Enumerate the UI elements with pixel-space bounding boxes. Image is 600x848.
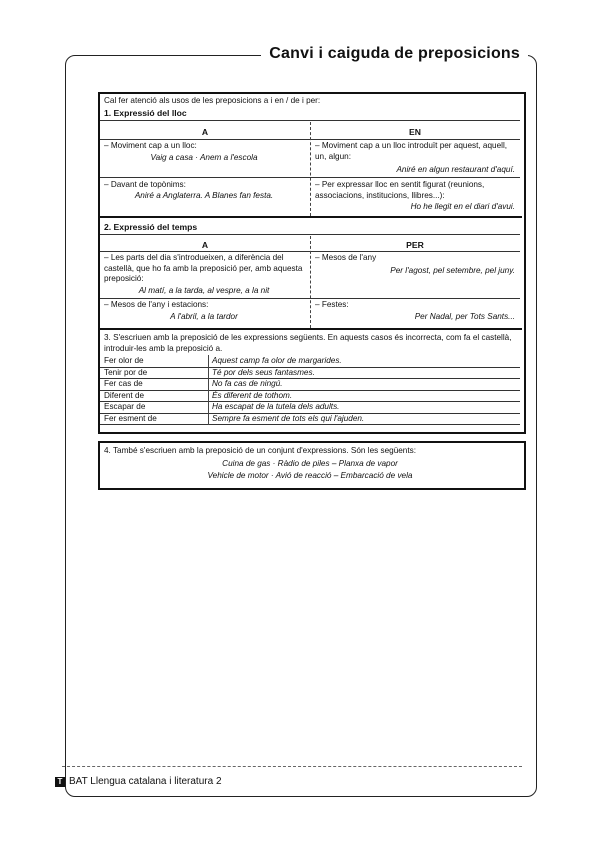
column-divider bbox=[208, 355, 209, 425]
s2-b2: – Festes: bbox=[315, 300, 349, 309]
s1-col-a-header: A bbox=[201, 127, 209, 137]
section-divider bbox=[98, 216, 522, 218]
footer bbox=[55, 776, 222, 787]
s1-b1: – Moviment cap a un lloc introduït per aquest, aquell, un, algun: bbox=[315, 141, 508, 161]
intro-text: Cal fer atenció als usos de les preposicions a i en / de i per: bbox=[104, 96, 321, 105]
s2-col-a-header: A bbox=[201, 240, 209, 250]
section1-heading: 1. Expressió del lloc bbox=[104, 108, 187, 118]
section2-heading: 2. Expressió del temps bbox=[104, 222, 198, 232]
s1-a1-example: Vaig a casa · Anem a l'escola bbox=[150, 153, 258, 162]
section3-heading: 3. S'escriuen amb la preposició de les expressions següents. En aquests casos és incorrecta, com fa el castellà, introduir-les amb la preposició a. bbox=[104, 333, 512, 353]
expression-example: Ha escapat de la tutela dels adults. bbox=[212, 402, 340, 411]
publisher-logo-icon: T bbox=[55, 777, 65, 787]
s2-b2-example: Per Nadal, per Tots Sants... bbox=[414, 312, 515, 321]
section4-line2: Vehicle de motor · Avió de reacció – Embarcació de vela bbox=[207, 471, 413, 480]
divider bbox=[100, 120, 520, 121]
expression-example: Sempre fa esment de tots els qui l'ajuden. bbox=[212, 413, 365, 423]
s1-a2: – Davant de topònims: bbox=[104, 180, 186, 189]
s2-col-b-header: PER bbox=[406, 240, 424, 250]
page-title: Canvi i caiguda de preposicions bbox=[261, 45, 528, 63]
expression-example: Aquest camp fa olor de margarides. bbox=[212, 356, 342, 365]
expression-key: Fer olor de bbox=[104, 356, 144, 365]
s1-a1: – Moviment cap a un lloc: bbox=[104, 141, 197, 150]
s1-b1-example: Aniré en algun restaurant d'aquí. bbox=[396, 165, 515, 174]
s2-b1-example: Per l'agost, pel setembre, pel juny. bbox=[390, 266, 515, 275]
footer-text: BAT Llengua catalana i literatura 2 bbox=[69, 776, 222, 787]
expression-key: Fer esment de bbox=[104, 413, 157, 423]
expression-key: Escapar de bbox=[104, 402, 146, 411]
section4-heading: 4. També s'escriuen amb la preposició de un conjunt d'expressions. Són les següents: bbox=[104, 446, 417, 455]
divider bbox=[100, 234, 520, 235]
divider bbox=[100, 177, 520, 178]
section4-line1: Cuina de gas · Ràdio de piles – Planxa de vapor bbox=[222, 459, 398, 468]
expression-example: Té por dels seus fantasmes. bbox=[212, 367, 315, 377]
s1-b2-example: Ho he llegit en el diari d'avui. bbox=[410, 202, 515, 211]
row-divider bbox=[100, 424, 520, 425]
expression-key: Tenir por de bbox=[104, 367, 148, 377]
s2-a1-example: Al matí, a la tarda, al vespre, a la nit bbox=[138, 286, 270, 295]
s1-b2: – Per expressar lloc en sentit figurat (reunions, associacions, institucions, llibres...): bbox=[315, 180, 485, 200]
column-divider bbox=[310, 236, 311, 328]
column-divider bbox=[310, 122, 311, 216]
footer-dashes bbox=[62, 766, 522, 767]
expression-example: No fa cas de ningú. bbox=[212, 379, 283, 388]
section-divider bbox=[98, 328, 522, 330]
s2-b1: – Mesos de l'any bbox=[315, 253, 377, 262]
s2-a2-example: A l'abril, a la tardor bbox=[170, 312, 238, 321]
s2-a2: – Mesos de l'any i estacions: bbox=[104, 300, 209, 309]
s1-a2-example: Aniré a Anglaterra. A Blanes fan festa. bbox=[134, 191, 274, 200]
expression-key: Diferent de bbox=[104, 390, 145, 400]
expression-example: És diferent de tothom. bbox=[212, 390, 293, 400]
s1-col-b-header: EN bbox=[409, 127, 421, 137]
divider bbox=[100, 298, 520, 299]
s2-a1: – Les parts del dia s'introdueixen, a diferència del castellà, que ho fa amb la preposició per, amb aquesta preposició: bbox=[104, 253, 303, 283]
expression-key: Fer cas de bbox=[104, 379, 143, 388]
